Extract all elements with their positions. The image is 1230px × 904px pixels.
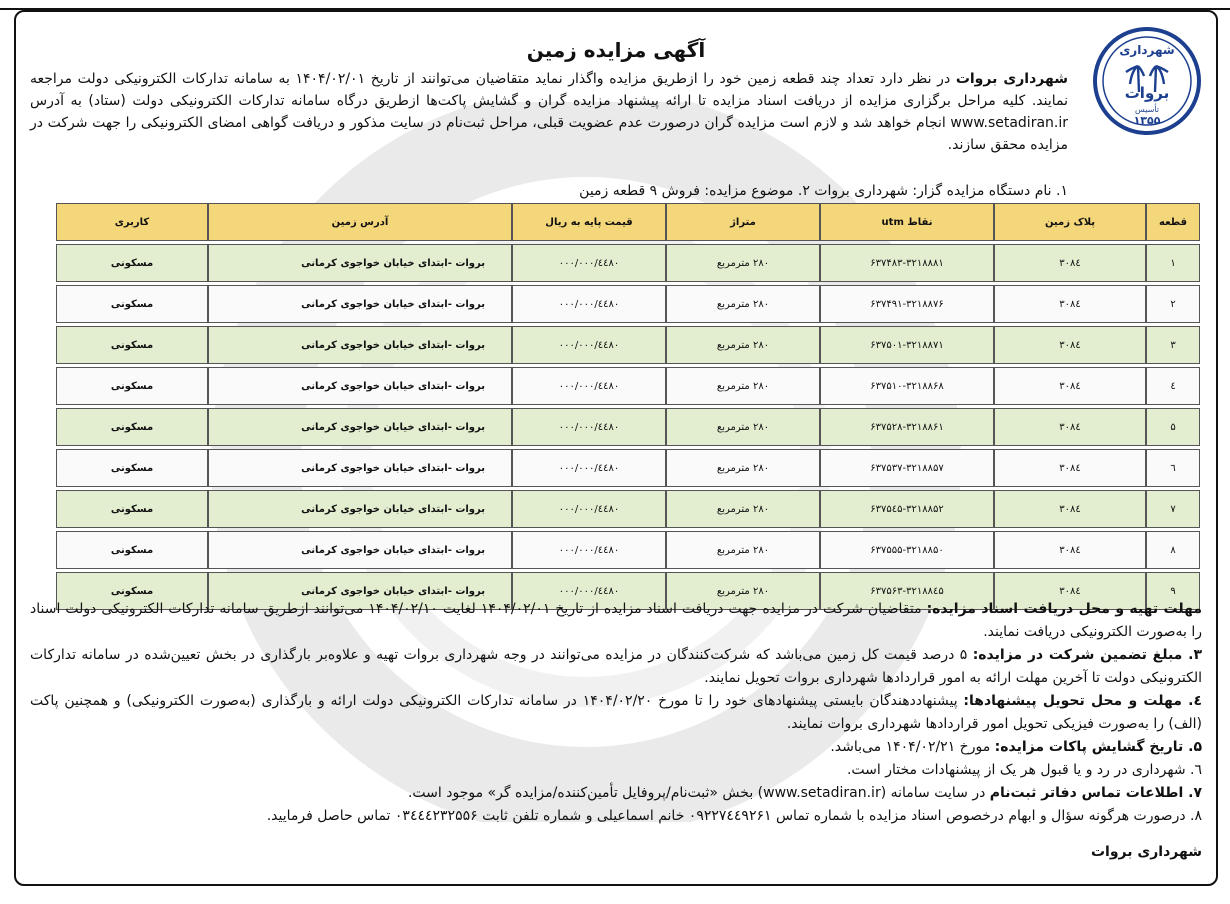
cell-area: ۲۸۰ مترمربع [666, 326, 820, 364]
note-heading: ۵. تاریخ گشایش پاکات مزایده: [994, 739, 1202, 755]
intro-text: در نظر دارد تعداد چند قطعه زمین خود را ازطریق مزایده واگذار نماید متقاضیان می‌توانند از تاریخ ۱۴۰۴/۰۲/۰۱ به سامانه تدارکات الکترونیکی دولت مراجعه نمایند. کلیه مراحل برگزاری مزایده از دریافت اسناد مزایده تا ارائه پیشنهاد مزایده گران و گشایش پاکت‌ها ازطریق درگاه سامانه تدارکات الکترونیکی دولت (ستاد) به آدرس www.setadiran.ir انجام خواهد شد و لازم است مزایده گران درصورت عدم عضویت قبلی، مراحل ثبت‌نام در سایت مذکور و دریافت گواهی امضای الکترونیکی را جهت شرکت در مزایده محقق سازند. [30, 71, 1068, 153]
cell-usage: مسکونی [56, 531, 208, 569]
cell-price: ٤٤٨٠/۰۰۰/۰۰۰ [512, 572, 666, 610]
cell-price: ٤٤٨٠/۰۰۰/۰۰۰ [512, 449, 666, 487]
cell-price: ٤٤٨٠/۰۰۰/۰۰۰ [512, 490, 666, 528]
cell-price: ٤٤٨٠/۰۰۰/۰۰۰ [512, 244, 666, 282]
table-row [56, 244, 1200, 282]
cell-plaque: ۳۰۸٤ [994, 490, 1146, 528]
cell-address: بروات -ابتدای خیابان خواجوی کرمانی [208, 408, 512, 446]
cell-price: ٤٤٨٠/۰۰۰/۰۰۰ [512, 367, 666, 405]
col-header-piece: قطعه [1146, 203, 1200, 241]
intro-org: شهرداری بروات [955, 71, 1068, 87]
cell-plaque: ۳۰۸٤ [994, 285, 1146, 323]
cell-piece: ۵ [1146, 408, 1200, 446]
note-text: ۵ درصد قیمت کل زمین می‌باشد که شرکت‌کنندگان در مزایده می‌توانند در وجه شهرداری بروات تهیه و علاوه‌بر بارگذاری در بخش تعیین‌شده در سامانه تدارکات الکترونیکی دولت تا آخرین مهلت ارائه به امور قراردادها شهرداری بروات تحویل نمایند. [30, 647, 1202, 686]
cell-utm: ۶۳۷۵۱۰-۳۲۱۸۸۶۸ [820, 367, 994, 405]
col-header-area: متراژ [666, 203, 820, 241]
svg-text:تأسیس: تأسیس [1135, 105, 1159, 114]
cell-piece: ۲ [1146, 285, 1200, 323]
cell-price: ٤٤٨٠/۰۰۰/۰۰۰ [512, 326, 666, 364]
note-text: متقاضیان شرکت در مزایده جهت دریافت اسناد مزایده از تاریخ ۱۴۰۴/۰۲/۰۱ لغایت ۱۴۰۴/۰۲/۱۰ می‌توانند ازطریق سامانه تدارکات الکترونیکی دولت اسناد را به‌صورت الکترونیکی دریافت نمایند. [30, 601, 1202, 640]
cell-address: بروات -ابتدای خیابان خواجوی کرمانی [208, 326, 512, 364]
notice-frame [14, 10, 1218, 886]
table-row [56, 408, 1200, 446]
svg-text:بروات: بروات [1124, 84, 1170, 102]
note-item [30, 782, 1202, 805]
cell-utm: ۶۳۷۵۲۸-۳۲۱۸۸۶۱ [820, 408, 994, 446]
cell-piece: ۳ [1146, 326, 1200, 364]
top-border [0, 0, 1230, 10]
table-row [56, 367, 1200, 405]
cell-area: ۲۸۰ مترمربع [666, 490, 820, 528]
cell-price: ٤٤٨٠/۰۰۰/۰۰۰ [512, 408, 666, 446]
cell-usage: مسکونی [56, 572, 208, 610]
note-text: ۸. درصورت هرگونه سؤال و ابهام درخصوص اسناد مزایده با شماره تماس ۰۹۲۲۷٤٤۹۲۶۱ خانم اسماعیلی و شماره تلفن ثابت ۰۳٤٤٤۲۳۲۵۵۶ تماس حاصل فرمایید. [266, 808, 1202, 824]
svg-text:۱۳۵۵: ۱۳۵۵ [1133, 114, 1161, 127]
col-header-usage: کاربری [56, 203, 208, 241]
note-heading: مهلت تهیه و محل دریافت اسناد مزایده: [926, 601, 1202, 617]
cell-address: بروات -ابتدای خیابان خواجوی کرمانی [208, 244, 512, 282]
col-header-utm: نقاط utm [820, 203, 994, 241]
svg-text:شهرداری: شهرداری [1119, 43, 1175, 57]
cell-utm: ۶۳۷۵۶۳-۳۲۱۸۸٤۵ [820, 572, 994, 610]
footer-signature: شهرداری بروات [1090, 844, 1202, 860]
note-heading: ۳. مبلغ تضمین شرکت در مزایده: [972, 647, 1202, 663]
item-1-line: ۱. نام دستگاه مزایده گزار: شهرداری بروات ۲. موضوع مزایده: فروش ۹ قطعه زمین [579, 183, 1068, 199]
note-text: ٦. شهرداری در رد و یا قبول هر یک از پیشنهادات مختار است. [846, 762, 1202, 778]
cell-usage: مسکونی [56, 449, 208, 487]
cell-plaque: ۳۰۸٤ [994, 244, 1146, 282]
cell-area: ۲۸۰ مترمربع [666, 367, 820, 405]
cell-plaque: ۳۰۸٤ [994, 572, 1146, 610]
cell-piece: ٤ [1146, 367, 1200, 405]
note-item [30, 598, 1202, 644]
cell-address: بروات -ابتدای خیابان خواجوی کرمانی [208, 572, 512, 610]
cell-utm: ۶۳۷۵۳۷-۳۲۱۸۸۵۷ [820, 449, 994, 487]
cell-piece: ۷ [1146, 490, 1200, 528]
cell-piece: ۹ [1146, 572, 1200, 610]
col-header-plaque: پلاک زمین [994, 203, 1146, 241]
cell-price: ٤٤٨٠/۰۰۰/۰۰۰ [512, 285, 666, 323]
notes-section [30, 598, 1202, 828]
land-table [56, 200, 1200, 613]
cell-usage: مسکونی [56, 244, 208, 282]
intro-paragraph [30, 68, 1068, 156]
note-text: پیشنهاددهندگان بایستی پیشنهادهای خود را تا مورخ ۱۴۰۴/۰۲/۲۰ در سامانه تدارکات الکترونیکی دولت ارائه و بارگذاری (به‌صورت الکترونیکی) و همچنین پاکت (الف) را به‌صورت فیزیکی تحویل امور قراردادها شهرداری بروات نمایند. [30, 693, 1202, 732]
cell-address: بروات -ابتدای خیابان خواجوی کرمانی [208, 531, 512, 569]
note-text: مورخ ۱۴۰۴/۰۲/۲۱ می‌باشد. [830, 739, 995, 755]
cell-usage: مسکونی [56, 367, 208, 405]
note-item [30, 736, 1202, 759]
notice-title: آگهی مزایده زمین [526, 38, 706, 62]
note-item [30, 690, 1202, 736]
cell-address: بروات -ابتدای خیابان خواجوی کرمانی [208, 490, 512, 528]
cell-area: ۲۸۰ مترمربع [666, 572, 820, 610]
cell-usage: مسکونی [56, 285, 208, 323]
cell-area: ۲۸۰ مترمربع [666, 408, 820, 446]
cell-utm: ۶۳۷۵۵۵-۳۲۱۸۸۵۰ [820, 531, 994, 569]
note-item [30, 805, 1202, 828]
note-heading: ٤. مهلت و محل تحویل پیشنهادها: [963, 693, 1202, 709]
cell-area: ۲۸۰ مترمربع [666, 531, 820, 569]
cell-usage: مسکونی [56, 490, 208, 528]
cell-piece: ۱ [1146, 244, 1200, 282]
note-item [30, 644, 1202, 690]
cell-usage: مسکونی [56, 326, 208, 364]
cell-utm: ۶۳۷۴۹۱-۳۲۱۸۸۷۶ [820, 285, 994, 323]
cell-area: ۲۸۰ مترمربع [666, 449, 820, 487]
cell-price: ٤٤٨٠/۰۰۰/۰۰۰ [512, 531, 666, 569]
cell-plaque: ۳۰۸٤ [994, 531, 1146, 569]
table-row [56, 285, 1200, 323]
col-header-price: قیمت پایه به ریال [512, 203, 666, 241]
cell-address: بروات -ابتدای خیابان خواجوی کرمانی [208, 367, 512, 405]
note-item [30, 759, 1202, 782]
cell-utm: ۶۳۷۵۰۱-۳۲۱۸۸۷۱ [820, 326, 994, 364]
note-text: در سایت سامانه (www.setadiran.ir) بخش «ثبت‌نام/پروفایل تأمین‌کننده/مزایده گر» موجود است. [407, 785, 990, 801]
table-row [56, 449, 1200, 487]
cell-area: ۲۸۰ مترمربع [666, 244, 820, 282]
cell-address: بروات -ابتدای خیابان خواجوی کرمانی [208, 449, 512, 487]
cell-piece: ٦ [1146, 449, 1200, 487]
table-row [56, 326, 1200, 364]
cell-usage: مسکونی [56, 408, 208, 446]
table-row [56, 490, 1200, 528]
note-heading: ۷. اطلاعات تماس دفاتر ثبت‌نام [989, 785, 1202, 801]
cell-piece: ۸ [1146, 531, 1200, 569]
cell-area: ۲۸۰ مترمربع [666, 285, 820, 323]
cell-plaque: ۳۰۸٤ [994, 408, 1146, 446]
table-row [56, 531, 1200, 569]
cell-address: بروات -ابتدای خیابان خواجوی کرمانی [208, 285, 512, 323]
cell-plaque: ۳۰۸٤ [994, 326, 1146, 364]
cell-plaque: ۳۰۸٤ [994, 367, 1146, 405]
table-header-row [56, 203, 1200, 241]
cell-utm: ۶۳۷۵٤۵-۳۲۱۸۸۵۲ [820, 490, 994, 528]
cell-utm: ۶۳۷۴۸۳-۳۲۱۸۸۸۱ [820, 244, 994, 282]
col-header-address: آدرس زمین [208, 203, 512, 241]
cell-plaque: ۳۰۸٤ [994, 449, 1146, 487]
